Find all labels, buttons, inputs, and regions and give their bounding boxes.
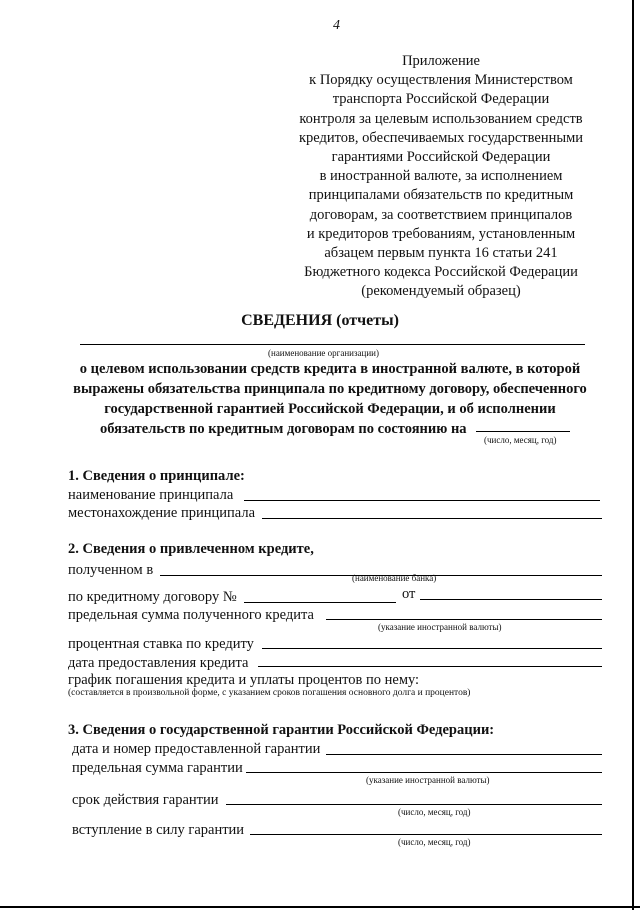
agreement-number-line[interactable]	[244, 602, 396, 603]
appendix-line: абзацем первым пункта 16 статьи 241	[324, 245, 558, 262]
appendix-line: (рекомендуемый образец)	[361, 283, 521, 300]
appendix-line: кредитов, обеспечиваемых государственными	[298, 129, 584, 146]
org-caption: (наименование организации)	[268, 348, 379, 358]
agreement-from-label: от	[402, 586, 416, 602]
guarantee-term-line[interactable]	[226, 804, 602, 805]
schedule-note: (составляется в произвольной форме, с указанием сроков погашения основного долга и процентов)	[68, 688, 471, 698]
appendix-block	[276, 52, 606, 302]
received-in-label: полученном в	[68, 562, 154, 578]
appendix-line: в иностранной валюте, за исполнением	[319, 168, 563, 185]
subject-line: выражены обязательства принципала по кредитному договору, обеспеченного	[73, 381, 587, 397]
appendix-line: контроля за целевым использованием средств	[299, 110, 583, 127]
guarantee-date-number-label: дата и номер предоставленной гарантии	[72, 741, 321, 757]
credit-date-label: дата предоставления кредита	[68, 655, 249, 671]
page-number: 4	[333, 18, 340, 33]
appendix-line: гарантиями Российской Федерации	[331, 149, 551, 166]
date-caption: (число, месяц, год)	[484, 435, 557, 445]
appendix-line: договорам, за соответствием принципалов	[309, 206, 573, 223]
credit-limit-line[interactable]	[326, 619, 602, 620]
appendix-line: Приложение	[402, 53, 480, 69]
report-date-line	[476, 431, 570, 432]
document-title: СВЕДЕНИЯ (отчеты)	[241, 312, 399, 329]
effective-caption: (число, месяц, год)	[398, 837, 471, 847]
term-caption: (число, месяц, год)	[398, 807, 471, 817]
subject-block	[60, 359, 600, 439]
principal-name-label: наименование принципала	[68, 487, 234, 503]
org-name-line	[80, 344, 585, 345]
repayment-schedule-label: график погашения кредита и уплаты процентов по нему:	[68, 672, 420, 688]
agreement-number-label: по кредитному договору №	[68, 589, 237, 605]
interest-rate-label: процентная ставка по кредиту	[68, 636, 254, 652]
appendix-line: принципалами обязательств по кредитным	[308, 187, 574, 204]
currency-caption: (указание иностранной валюты)	[378, 622, 502, 632]
page-border-bottom	[0, 906, 640, 908]
credit-date-line[interactable]	[258, 666, 602, 667]
page-border-right	[632, 0, 634, 910]
credit-limit-label: предельная сумма полученного кредита	[68, 607, 314, 623]
principal-location-line[interactable]	[262, 518, 602, 519]
appendix-line: транспорта Российской Федерации	[332, 91, 550, 108]
guarantee-limit-line[interactable]	[246, 772, 602, 773]
principal-location-label: местонахождение принципала	[68, 505, 256, 521]
guarantee-currency-caption: (указание иностранной валюты)	[366, 775, 490, 785]
interest-rate-line[interactable]	[262, 648, 602, 649]
agreement-date-line[interactable]	[420, 599, 602, 600]
appendix-line: и кредиторов требованиям, установленным	[306, 225, 576, 242]
section3-heading: 3. Сведения о государственной гарантии Российской Федерации:	[68, 722, 495, 738]
principal-name-line[interactable]	[244, 500, 600, 501]
guarantee-effective-label: вступление в силу гарантии	[72, 822, 245, 838]
section2-heading: 2. Сведения о привлеченном кредите,	[68, 541, 314, 557]
appendix-line: к Порядку осуществления Министерством	[309, 72, 573, 89]
subject-line-text: обязательств по кредитным договорам по состоянию на	[100, 421, 467, 437]
guarantee-date-number-line[interactable]	[326, 754, 602, 755]
section1-heading: 1. Сведения о принципале:	[68, 468, 245, 484]
guarantee-term-label: срок действия гарантии	[72, 792, 219, 808]
appendix-line: Бюджетного кодекса Российской Федерации	[304, 264, 578, 281]
bank-caption: (наименование банка)	[352, 573, 437, 583]
subject-line: о целевом использовании средств кредита в иностранной валюте, в которой	[79, 361, 581, 377]
guarantee-limit-label: предельная сумма гарантии	[72, 760, 243, 776]
guarantee-effective-line[interactable]	[250, 834, 602, 835]
subject-line: государственной гарантией Российской Федерации, и об исполнении	[104, 401, 556, 417]
